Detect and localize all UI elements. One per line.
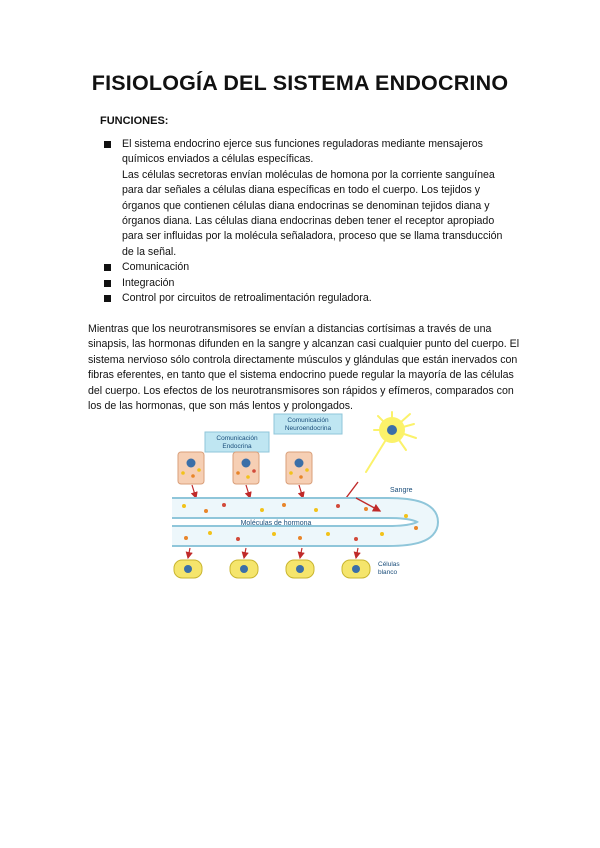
list-item-text: El sistema endocrino ejerce sus funciones reguladoras mediante mensajeros químicos enviados a células específicas. <box>122 138 483 166</box>
target-cell <box>174 560 202 578</box>
list-item <box>104 260 514 275</box>
list-item <box>104 291 514 306</box>
neuroendocrine-label-text: Comunicación <box>287 417 329 424</box>
neuroendocrine-label-text: Neuroendocrina <box>284 425 332 432</box>
square-bullet-icon <box>104 141 111 148</box>
list-item <box>104 276 514 291</box>
target-cells-label: blanco <box>378 569 398 576</box>
molecules-label: Moléculas de hormona <box>240 520 312 527</box>
list-item-text: Integración <box>122 276 175 289</box>
body-paragraph: Mientras que los neurotransmisores se envían a distancias cortísimas a través de una sinapsis, las hormonas difunden en la sangre y alcanzan casi cualquier punto del cuerpo. El sistema nervioso sólo controla directamente músculos y glándulas que están inervados con fibras eferentes, en tanto que el sistema endocrino puede regular la mayoría de las células del cuerpo. Los efectos de los neurotransmisores son rápidos y efímeros, comparados con los de las hormonas, que son más lentos y prolongados. <box>88 323 520 413</box>
secretory-cell <box>286 452 312 484</box>
square-bullet-icon <box>104 295 111 302</box>
endocrine-diagram-svg <box>166 410 450 582</box>
secretory-cell <box>233 452 259 484</box>
section-label: FUNCIONES: <box>100 115 169 127</box>
endocrine-label-text: Comunicación <box>216 435 258 442</box>
endocrine-diagram <box>166 410 450 582</box>
list-item <box>104 137 514 260</box>
endocrine-label-text: Endocrina <box>222 443 252 450</box>
square-bullet-icon <box>104 280 111 287</box>
list-item-text: Control por circuitos de retroalimentación reguladora. <box>122 292 372 305</box>
functions-list <box>104 137 514 306</box>
target-cell <box>230 560 258 578</box>
blood-label: Sangre <box>390 487 413 494</box>
neuron-cell <box>366 412 416 472</box>
target-cell <box>342 560 370 578</box>
square-bullet-icon <box>104 264 111 271</box>
target-cell <box>286 560 314 578</box>
list-item-text: Comunicación <box>122 261 190 274</box>
secretory-cell <box>178 452 204 484</box>
list-item-text: Las células secretoras envían moléculas de homona por la corriente sanguínea para dar señales a células diana específicas en todo el cuerpo. Los tejidos y órganos que contienen células diana endocrinas se denominan tejidos diana y órganos diana. Las células diana endocrinas deben tener el receptor apropiado para ser influidas por la molécula señaladora, proceso que se llama transducción de la señal. <box>122 168 503 258</box>
page-title: FISIOLOGÍA DEL SISTEMA ENDOCRINO <box>91 71 509 95</box>
target-cells-label: Células <box>378 561 400 568</box>
